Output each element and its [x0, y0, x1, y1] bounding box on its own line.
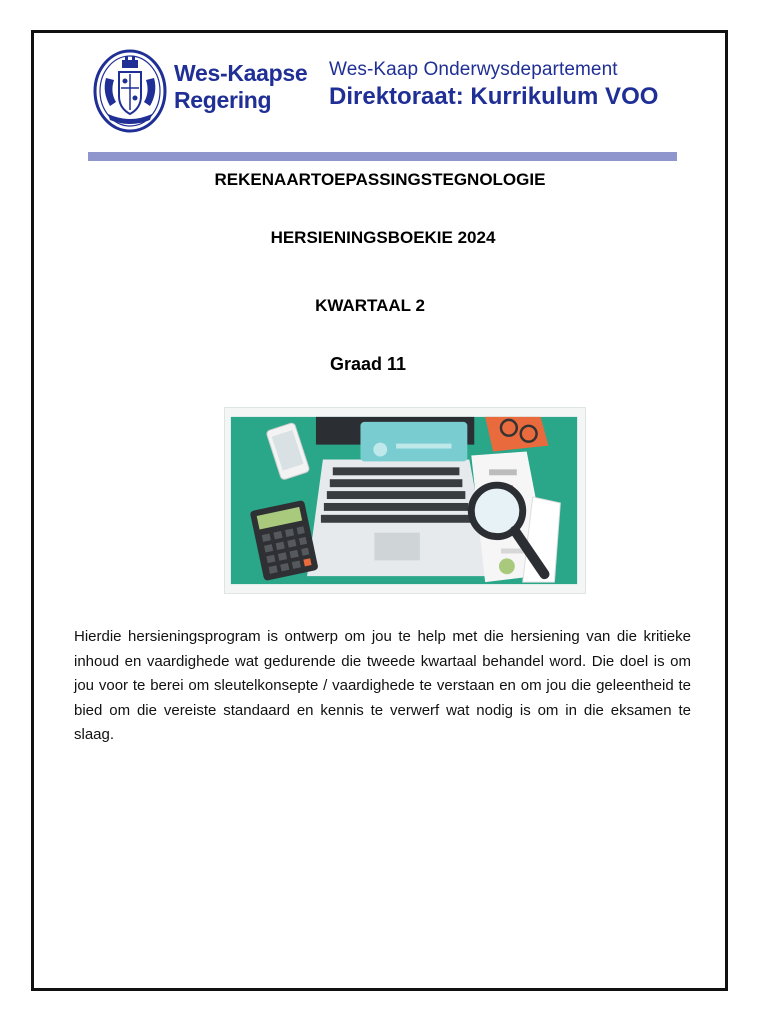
grade-title: Graad 11	[329, 354, 407, 374]
coat-of-arms-logo	[92, 48, 168, 134]
directorate-name: Direktoraat: Kurrikulum VOO	[329, 83, 659, 110]
glasses-icon	[485, 417, 548, 452]
booklet-title: HERSIENINGSBOEKIE 2024	[270, 228, 496, 247]
subject-title: REKENAARTOEPASSINGSTEGNOLOGIE	[214, 170, 546, 189]
government-name-line1: Wes-Kaapse	[174, 60, 308, 86]
header-divider	[88, 152, 677, 161]
cover-illustration	[224, 407, 586, 594]
government-name	[174, 60, 307, 114]
term-title: KWARTAAL 2	[315, 296, 425, 315]
department-name: Wes-Kaap Onderwysdepartement	[329, 59, 618, 80]
intro-paragraph: Hierdie hersieningsprogram is ontwerp om jou te help met die hersiening van die kritieke inhoud en vaardighede wat gedurende die tweede kwartaal behandel word. Die doel is om jou voor te berei om sleutelkonsepte / vaardighede te verstaan en om jou die geleentheid te bied om die vereiste standaard en kennis te verwerf wat nodig is om in die eksamen te slaag.	[74, 628, 691, 743]
message-bubble-icon	[360, 422, 467, 462]
government-name-line2: Regering	[174, 87, 272, 113]
